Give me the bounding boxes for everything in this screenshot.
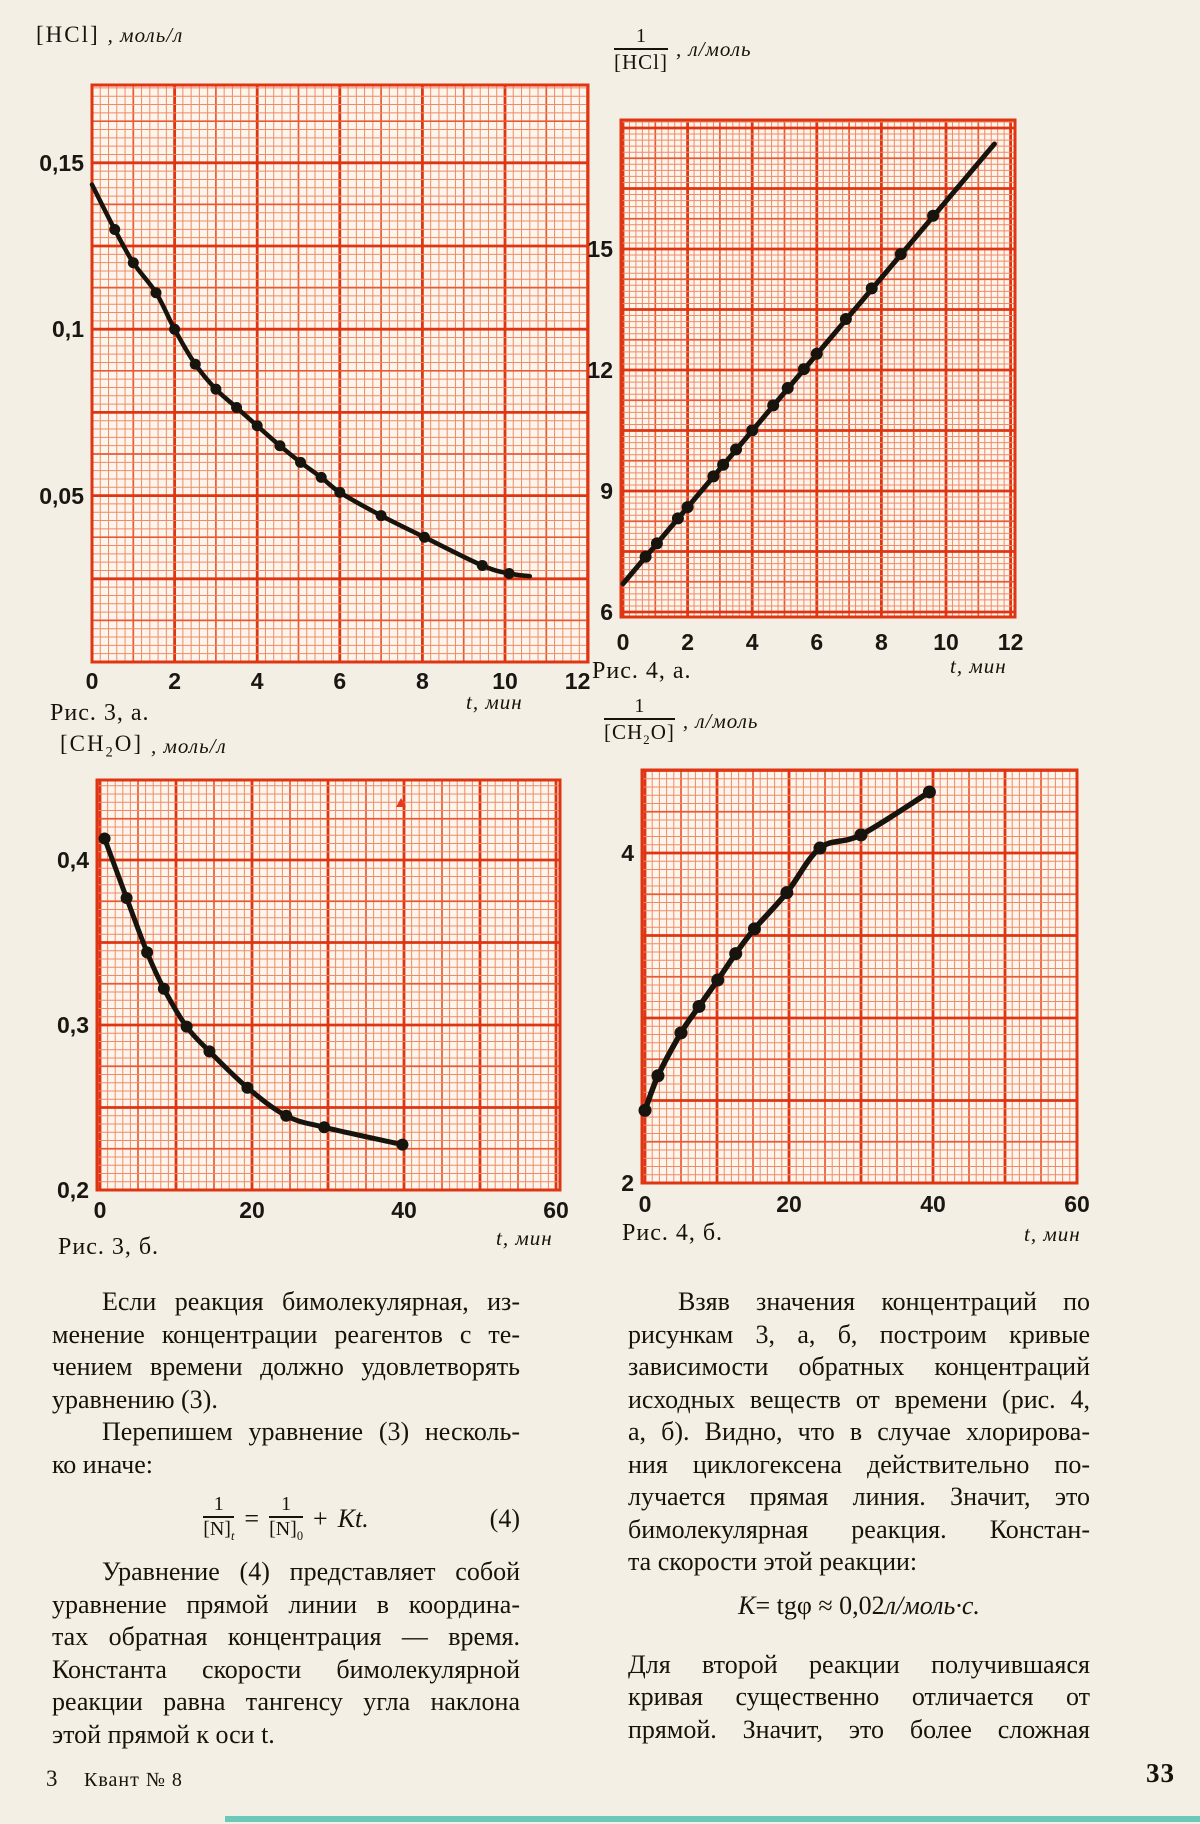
text-line: Если реакция бимолекулярная, из-: [102, 1287, 520, 1316]
fig4b-y-tick: 4: [621, 840, 634, 866]
text-line: исходных веществ от времени (рис. 4,: [628, 1384, 1090, 1414]
equation-4: [52, 1481, 520, 1556]
fig3b-xaxis-label: t, мин: [496, 1226, 553, 1250]
left-column: [52, 1286, 520, 1751]
text-line: тах обратная концентрация — время.: [52, 1622, 520, 1651]
fig4a-x-tick: 12: [997, 629, 1024, 655]
text-line: лучается прямая линия. Значит, это: [628, 1482, 1090, 1511]
fig3b-caption: Рис. 3, б.: [58, 1234, 160, 1260]
fig4a-xaxis-label: t, мин: [950, 654, 1007, 678]
eqk-middle: = tgφ ≈ 0,02: [755, 1590, 885, 1620]
right-column: [628, 1286, 1090, 1746]
left-paragraphs-top: [52, 1286, 520, 1481]
fig3a-xaxis-label: t, мин: [466, 690, 523, 714]
fig4b-axis-title: [604, 696, 758, 747]
text-line: Перепишем уравнение (3) несколь-: [102, 1417, 520, 1446]
fig4b-xaxis-label: t, мин: [1024, 1222, 1081, 1246]
equation-k: [628, 1589, 1090, 1623]
fig3a-caption: Рис. 3, а.: [50, 700, 150, 726]
text-line: Для второй реакции получившаяся: [628, 1649, 1090, 1679]
fig3a-y-tick: 0,1: [52, 316, 84, 343]
left-paragraphs-bottom: [52, 1556, 520, 1751]
fig3a-x-tick: 6: [333, 668, 347, 694]
axis-units: , л/моль: [682, 708, 759, 733]
text-line: этой прямой к оси t.: [52, 1719, 275, 1749]
text-line: уравнение прямой линии в координа-: [52, 1589, 520, 1619]
fig3b-x-tick: 40: [391, 1197, 417, 1223]
fig3b-axis-title: $[CH_2O]$ , моль/л: [60, 731, 227, 761]
fig3a-x-tick: 4: [250, 668, 264, 694]
fig3b-x-tick: 0: [93, 1197, 107, 1223]
text-line: а, б). Видно, что в случае хлорирова-: [628, 1417, 1090, 1446]
fig4b-x-tick: 0: [638, 1191, 652, 1217]
fig4a-y-tick: 9: [600, 477, 613, 504]
text-line: ко иначе:: [52, 1449, 153, 1479]
fraction-axis-title: $\frac{1}{[CH_2O]}$: [604, 695, 675, 748]
fig3a-x-tick: 10: [492, 668, 518, 694]
fig3a-x-tick: 0: [85, 668, 99, 694]
fig3b-y-tick: 0,2: [57, 1177, 89, 1203]
eq4-kt-term: Kt.: [337, 1503, 369, 1533]
right-paragraphs-top: [628, 1286, 1090, 1579]
chart-fig4a: [621, 120, 1015, 617]
fig3a-x-tick: 2: [168, 668, 181, 694]
journal-issue-label: Квант № 8: [84, 1769, 183, 1791]
fig4b-x-tick: 60: [1064, 1191, 1090, 1217]
text-line: менение концентрации реагентов с те-: [52, 1319, 520, 1349]
fraction-1-over-Nt: [203, 1494, 234, 1543]
fig4a-x-tick: 10: [933, 629, 959, 655]
fig3a-x-tick: 12: [564, 668, 591, 694]
text-line: кривая существенно отличается от: [628, 1682, 1090, 1711]
eq4-plus: +: [313, 1503, 328, 1533]
text-line: Константа скорости бимолекулярной: [52, 1654, 520, 1684]
text-line: рисункам 3, а, б, построим кривые: [628, 1319, 1090, 1349]
text-line: Уравнение (4) представляет собой: [102, 1557, 520, 1586]
bottom-color-strip: [225, 1816, 1200, 1822]
signature-mark: 3: [46, 1766, 58, 1791]
fig4b-caption: Рис. 4, б.: [622, 1220, 724, 1246]
fig3a-x-tick: 8: [415, 668, 429, 694]
eqk-units: л/моль·с.: [884, 1590, 980, 1620]
fig4b-y-tick: 2: [621, 1170, 634, 1196]
eq4-den2: $[N]_0$: [269, 1517, 304, 1543]
print-artifact: [396, 798, 406, 807]
chart-fig3b: [97, 780, 560, 1190]
fig4b-x-tick: 20: [776, 1191, 802, 1217]
text-line: прямой. Значит, это более сложная: [628, 1714, 1090, 1744]
fig3b-y-tick: 0,3: [57, 1012, 89, 1038]
eq4-num1: 1: [213, 1492, 224, 1515]
eq4-den1: $[N]_t$: [203, 1517, 235, 1543]
text-line: Взяв значения концентраций по: [678, 1287, 1090, 1316]
fig4a-y-tick: 12: [587, 356, 613, 383]
text-line: уравнению (3).: [52, 1384, 218, 1414]
fig3a-y-tick: 0,15: [39, 149, 84, 176]
fig4a-caption: Рис. 4, а.: [592, 658, 692, 684]
page-number: 33: [1146, 1758, 1175, 1788]
eqk-variable: K: [738, 1590, 756, 1620]
fig3b-x-tick: 20: [239, 1197, 265, 1223]
text-line: та скорости этой реакции:: [628, 1547, 918, 1576]
fig3b-y-tick: 0,4: [57, 847, 89, 873]
fig4a-x-tick: 2: [681, 629, 694, 655]
text-line: ния циклогексена действительно по-: [628, 1449, 1090, 1479]
eq4-equals: =: [244, 1503, 260, 1533]
fig4a-axis-title: [614, 26, 752, 73]
eq4-number: (4): [489, 1503, 520, 1533]
axis-units: , моль/л: [107, 22, 184, 47]
fig4a-y-tick: 6: [600, 599, 613, 625]
fig4a-y-tick: 15: [587, 235, 613, 262]
fig4a-x-tick: 8: [874, 629, 888, 655]
text-line: реакции равна тангенсу угла наклона: [52, 1687, 520, 1716]
fig4b-x-tick: 40: [920, 1191, 946, 1217]
chart-fig4b: [639, 770, 1078, 1183]
right-paragraphs-bottom: [628, 1649, 1090, 1747]
fig3b-x-tick: 60: [543, 1197, 569, 1223]
fig4a-x-tick: 4: [745, 629, 759, 655]
chart-fig3a: [92, 85, 588, 662]
text-line: бимолекулярная реакция. Констан-: [628, 1514, 1090, 1544]
eq4-num2: 1: [281, 1492, 292, 1515]
text-line: чением времени должно удовлетворять: [52, 1352, 520, 1381]
fig4a-x-tick: 6: [810, 629, 824, 655]
fig3a-y-tick: 0,05: [39, 482, 84, 509]
axis-units: , л/моль: [676, 37, 752, 62]
fig3a-axis-title: [HCl] , моль/л: [36, 22, 184, 47]
axis-units: , моль/л: [151, 733, 227, 758]
fraction-1-over-N0: [269, 1494, 303, 1543]
fraction-axis-title: $\frac{1}{\text{[HCl]}}$: [614, 25, 668, 74]
text-line: зависимости обратных концентраций: [628, 1352, 1090, 1381]
fig4a-x-tick: 0: [616, 629, 630, 655]
